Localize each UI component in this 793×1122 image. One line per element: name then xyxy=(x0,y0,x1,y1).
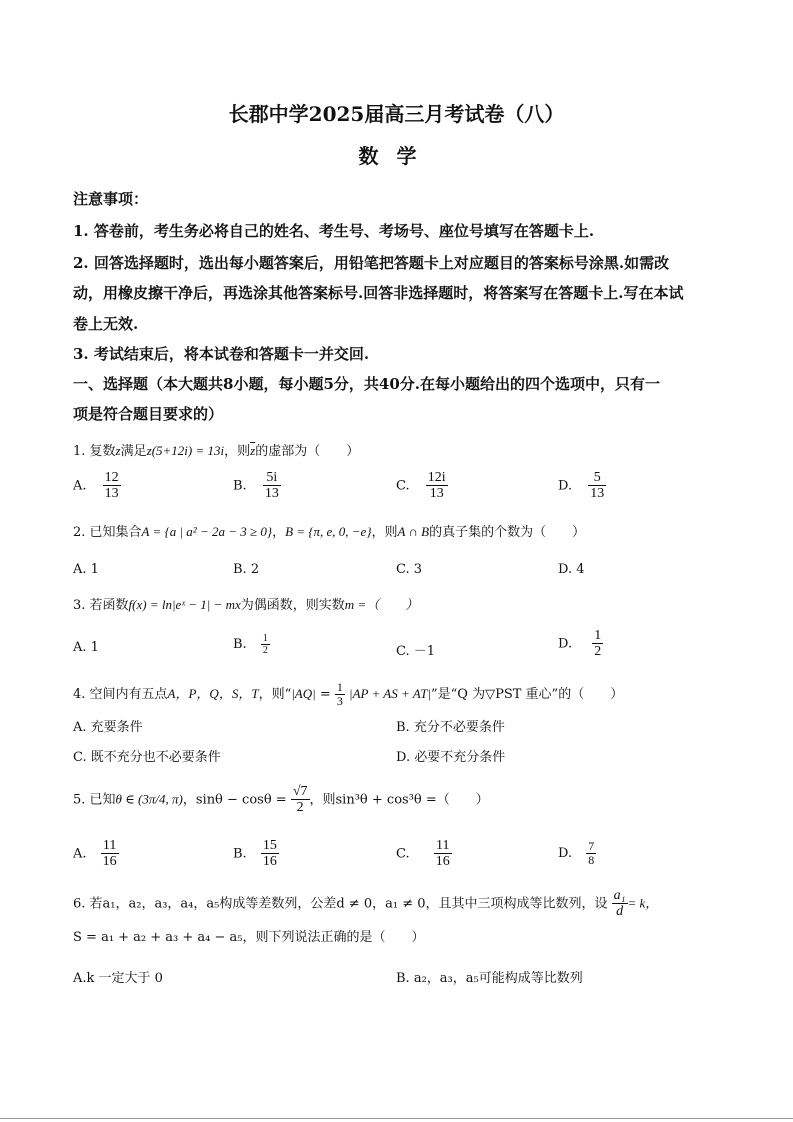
exam-title: 长郡中学2025届高三月考试卷（八） xyxy=(228,102,565,126)
q3-option-d: D. $\frac{1}{2}$ xyxy=(558,628,602,660)
question-6: 6. 若a₁，a₂，a₃，a₄，a₅构成等差数列，公差d ≠ 0，a₁ ≠ 0，且其中三项构成等比数列，设 $\frac{\text{a₁}}{d}$ = k， xyxy=(73,888,659,920)
q3-option-b: B. $\frac{1}{2}$ xyxy=(233,633,268,656)
q5-option-c: C. $\frac{11}{16}$ xyxy=(396,838,450,870)
notice-item-2-cont: 动，用橡皮擦干净后，再选涂其他答案标号.回答非选择题时，将答案写在答题卡上.写在本试 xyxy=(73,284,684,302)
q2-option-a: A. 1 xyxy=(73,562,99,577)
section-heading: 一、选择题（本大题共8小题，每小题5分，共40分.在每小题给出的四个选项中，只有一 xyxy=(73,375,660,393)
q4-option-b: B. 充分不必要条件 xyxy=(396,720,505,735)
page-bottom-divider xyxy=(0,1118,793,1119)
q1-option-b: B. $\frac{5i}{13}$ xyxy=(233,470,279,502)
q1-option-a: A. $\frac{12}{13}$ xyxy=(73,470,119,502)
question-3: 3. 若函数f(x) = ln|eˣ − 1| − mx为偶函数，则实数m =（ ） xyxy=(73,597,419,613)
q1-option-d: D. $\frac{5}{13}$ xyxy=(558,470,605,502)
q6-option-b: B. a₂，a₃，a₅可能构成等比数列 xyxy=(396,971,583,986)
question-5: 5. 已知θ ∈ (3π/4, π)，sinθ − cosθ = $\frac{√7}{2}$ ，则sin³θ + cos³θ =（ ） xyxy=(73,784,489,816)
q2-option-c: C. 3 xyxy=(396,562,423,577)
notice-item-1: 1. 答卷前，考生务必将自己的姓名、考生号、考场号、座位号填写在答题卡上. xyxy=(73,222,595,240)
q5-option-a: A. $\frac{11}{16}$ xyxy=(73,838,117,870)
notice-item-3: 3. 考试结束后，将本试卷和答题卡一并交回. xyxy=(73,345,370,363)
q1-option-c: C. $\frac{12i}{13}$ xyxy=(396,470,446,502)
subject-title: 数学 xyxy=(358,144,435,168)
q6-option-a: A.k 一定大于 0 xyxy=(73,971,163,986)
notice-item-2: 2. 回答选择题时，选出每小题答案后，用铅笔把答题卡上对应题目的答案标号涂黑.如需改 xyxy=(73,254,670,272)
q5-option-b: B. $\frac{15}{16}$ xyxy=(233,838,277,870)
q2-option-d: D. 4 xyxy=(558,562,585,577)
q4-option-c: C. 既不充分也不必要条件 xyxy=(73,750,221,765)
question-1: 1. 复数z满足z(5+12i) = 13i，则$\overline{z}$的虚部为（ ） xyxy=(73,443,360,459)
notice-item-2-end: 卷上无效. xyxy=(73,315,139,333)
q4-option-a: A. 充要条件 xyxy=(73,720,143,735)
question-2: 2. 已知集合A = {a | a² − 2a − 3 ≥ 0}，B = {π, e, 0, −e}，则A ∩ B的真子集的个数为（ ） xyxy=(73,524,586,540)
question-6-cont: S = a₁ + a₂ + a₃ + a₄ − a₅，则下列说法正确的是（ ） xyxy=(73,930,425,945)
q2-option-b: B. 2 xyxy=(233,562,260,577)
q5-option-d: D. $\frac{7}{8}$ xyxy=(558,839,595,868)
q3-option-c: C. －1 xyxy=(396,644,436,659)
q4-option-d: D. 必要不充分条件 xyxy=(396,750,506,765)
question-4: 4. 空间内有五点A，P，Q，S，T，则“|AQ| = $\frac{1}{3}$ |AP + AS + AT|”是“Q 为▽PST 重心”的（ ） xyxy=(73,680,624,709)
q3-option-a: A. 1 xyxy=(73,640,99,655)
notice-heading: 注意事项： xyxy=(73,190,149,208)
section-heading-cont: 项是符合题目要求的） xyxy=(73,405,224,423)
